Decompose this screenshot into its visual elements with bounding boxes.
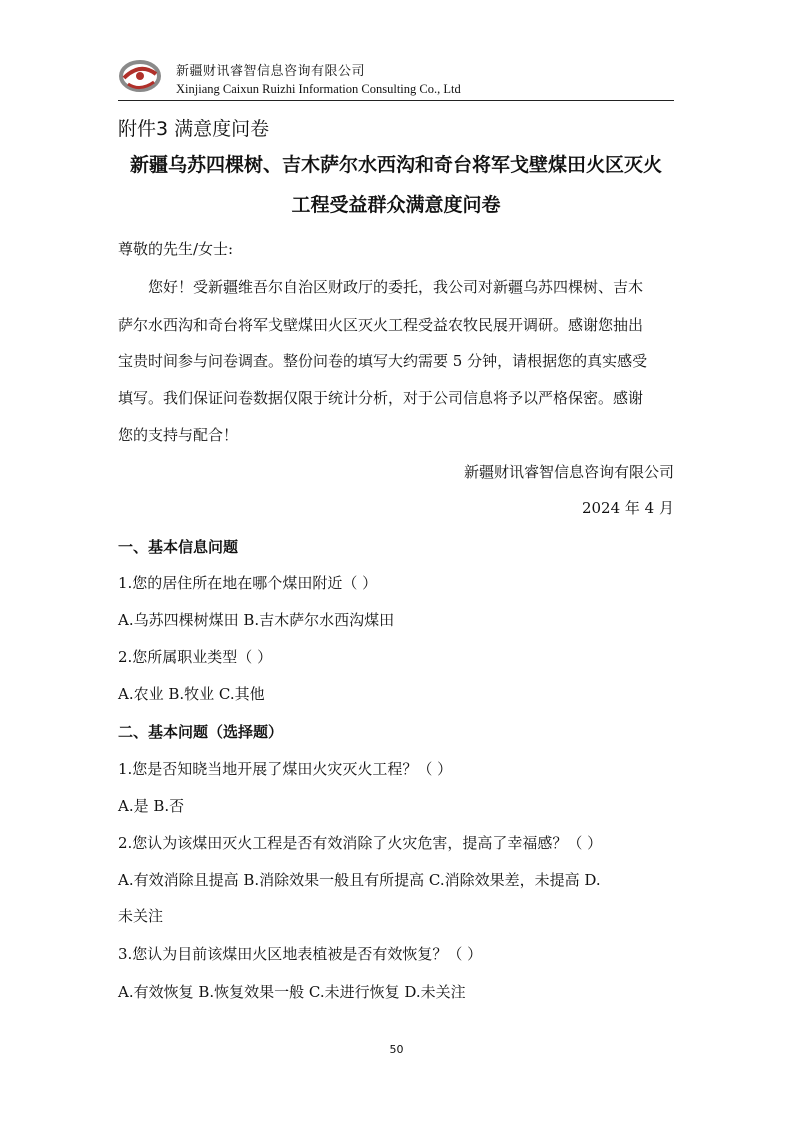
question-options: A.有效恢复 B.恢复效果一般 C.未进行恢复 D.未关注: [118, 983, 466, 1001]
company-name-en: Xinjiang Caixun Ruizhi Information Consulting Co., Ltd: [176, 82, 461, 96]
page-number: 50: [389, 1043, 404, 1056]
section2-heading: 二、基本问题（选择题）: [118, 723, 284, 741]
question-options: 未关注: [118, 907, 164, 925]
intro-line: 宝贵时间参与问卷调查。整份问卷的填写大约需要 5 分钟，请根据您的真实感受: [118, 352, 648, 370]
intro-line: 您的支持与配合！: [118, 426, 239, 444]
signature: 新疆财讯睿智信息咨询有限公司: [463, 463, 674, 481]
document-title-line2: 工程受益群众满意度问卷: [291, 194, 501, 216]
question-options: A.农业 B.牧业 C.其他: [118, 685, 265, 703]
company-logo-icon: [118, 58, 162, 94]
question: 2.您所属职业类型（ ）: [118, 648, 273, 666]
company-name-cn: 新疆财讯睿智信息咨询有限公司: [176, 64, 366, 79]
question: 2.您认为该煤田灭火工程是否有效消除了火灾危害，提高了幸福感？（ ）: [118, 834, 603, 852]
intro-line: 萨尔水西沟和奇台将军戈壁煤田火区灭火工程受益农牧民展开调研。感谢您抽出: [118, 316, 644, 334]
question-options: A.有效消除且提高 B.消除效果一般且有所提高 C.消除效果差，未提高 D.: [118, 871, 601, 889]
section1-heading: 一、基本信息问题: [118, 538, 239, 556]
greeting: 尊敬的先生/女士:: [118, 240, 234, 258]
page-header: [118, 54, 674, 100]
header-divider: [118, 100, 674, 101]
question: 1.您是否知晓当地开展了煤田火灾灭火工程？（ ）: [118, 760, 453, 778]
question: 3.您认为目前该煤田火区地表植被是否有效恢复？（ ）: [118, 945, 483, 963]
intro-line: 填写。我们保证问卷数据仅限于统计分析，对于公司信息将予以严格保密。感谢: [118, 389, 644, 407]
date: 2024 年 4 月: [581, 499, 674, 517]
question-options: A.乌苏四棵树煤田 B.吉木萨尔水西沟煤田: [118, 611, 395, 629]
attachment-title: 附件3 满意度问卷: [118, 118, 270, 140]
intro-line: 您好！受新疆维吾尔自治区财政厅的委托，我公司对新疆乌苏四棵树、吉木: [148, 278, 644, 296]
document-title-line1: 新疆乌苏四棵树、吉木萨尔水西沟和奇台将军戈壁煤田火区灭火: [129, 154, 662, 176]
question-options: A.是 B.否: [118, 797, 185, 815]
question: 1.您的居住所在地在哪个煤田附近（ ）: [118, 574, 378, 592]
